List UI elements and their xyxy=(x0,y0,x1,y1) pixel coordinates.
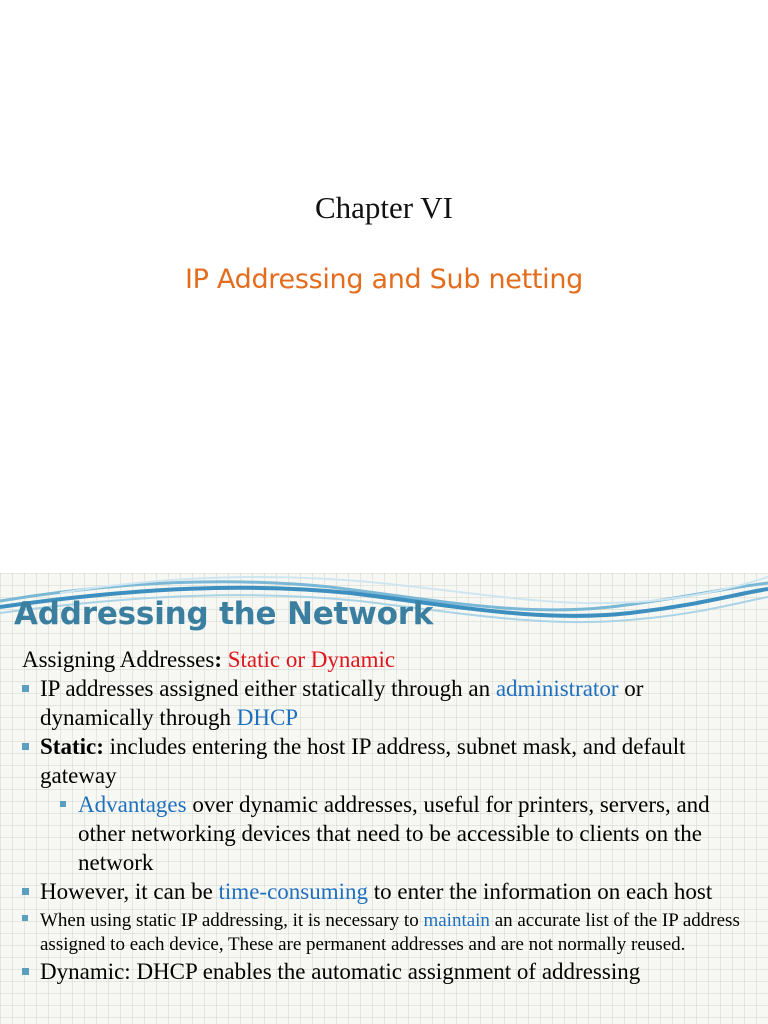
list-item xyxy=(0,732,768,790)
chapter-title: Chapter VI xyxy=(314,190,454,225)
intro-lead: Assigning Addresses xyxy=(22,647,215,672)
bullet-highlight: maintain xyxy=(423,910,490,931)
bullet-highlight: DHCP xyxy=(236,705,299,730)
list-item xyxy=(0,674,768,732)
list-item xyxy=(0,906,768,957)
bullet-text: When using static IP addressing, it is necessary to xyxy=(40,910,424,931)
bullet-text: or dynamically through xyxy=(40,676,644,730)
intro-colon: : xyxy=(214,647,222,672)
bullet-list xyxy=(0,674,768,986)
bullet-highlight: administrator xyxy=(495,676,619,701)
bullet-highlight: Advantages xyxy=(78,792,187,817)
list-item xyxy=(0,790,768,877)
content-slide xyxy=(0,573,768,1024)
bullet-text: However, it can be xyxy=(40,879,219,904)
intro-highlight: Static or Dynamic xyxy=(227,647,396,672)
bullet-text: over dynamic addresses, useful for printers, servers, and other networking devices that need to be accessible to clients on the network xyxy=(78,792,710,875)
chapter-subtitle: IP Addressing and Sub netting xyxy=(185,264,583,295)
list-item xyxy=(0,877,768,906)
bullet-text: to enter the information on each host xyxy=(368,879,713,904)
intro-line xyxy=(22,645,395,674)
slide-heading: Addressing the Network xyxy=(14,596,434,632)
bullet-highlight: time-consuming xyxy=(218,879,369,904)
bullet-text: an accurate list of the IP address assigned to each device, These are permanent addresses and are not normally reused. xyxy=(40,910,740,955)
list-item xyxy=(0,957,768,986)
bullet-text: includes entering the host IP address, subnet mask, and default gateway xyxy=(40,734,686,788)
bullet-text: IP addresses assigned either statically through an xyxy=(40,676,496,701)
bullet-bold: Static: xyxy=(40,734,104,759)
bullet-text: Dynamic: DHCP enables the automatic assignment of addressing xyxy=(40,959,641,984)
